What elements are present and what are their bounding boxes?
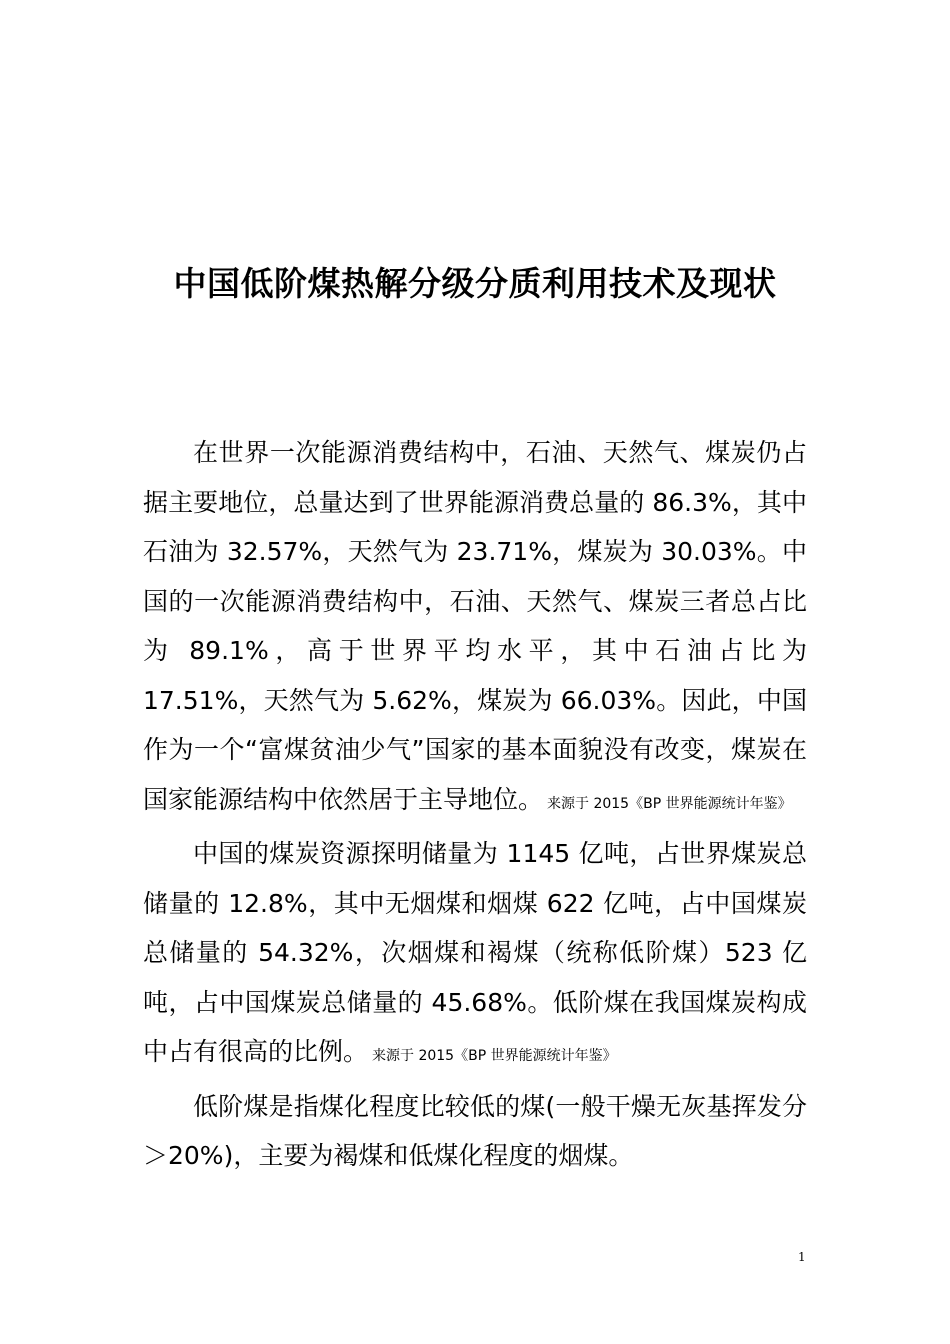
paragraph-energy-structure xyxy=(143,428,807,829)
source-citation: 来源于 2015《BP 世界能源统计年鉴》 xyxy=(372,1048,617,1064)
page-number: 1 xyxy=(798,1250,806,1264)
paragraph-text: 在世界一次能源消费结构中，石油、天然气、煤炭仍占据主要地位，总量达到了世界能源消费总量的 86.3%，其中石油为 32.57%，天然气为 23.71%，煤炭为 30.03%。中国的一次能源消费结构中，石油、天然气、煤炭三者总占比为 89.1%，高于世界平均水平，其中石油占比为 17.51%，天然气为 5.62%，煤炭为 66.03%。因此，中国作为一个“富煤贫油少气”国家的基本面貌没有改变，煤炭在国家能源结构中依然居于主导地位。 xyxy=(143,438,807,814)
document-body xyxy=(143,428,807,1181)
paragraph-text: 中国的煤炭资源探明储量为 1145 亿吨，占世界煤炭总储量的 12.8%，其中无烟煤和烟煤 622 亿吨，占中国煤炭总储量的 54.32%，次烟煤和褐煤（统称低阶煤）523 亿吨，占中国煤炭总储量的 45.68%。低阶煤在我国煤炭构成中占有很高的比例。 xyxy=(143,839,807,1066)
paragraph-text: 低阶煤是指煤化程度比较低的煤(一般干燥无灰基挥发分＞20%)，主要为褐煤和低煤化程度的烟煤。 xyxy=(143,1091,807,1170)
source-citation: 来源于 2015《BP 世界能源统计年鉴》 xyxy=(547,795,792,812)
paragraph-coal-reserves xyxy=(143,829,807,1082)
paragraph-low-rank-coal-definition xyxy=(143,1082,807,1181)
document-title: 中国低阶煤热解分级分质利用技术及现状 xyxy=(173,264,777,303)
